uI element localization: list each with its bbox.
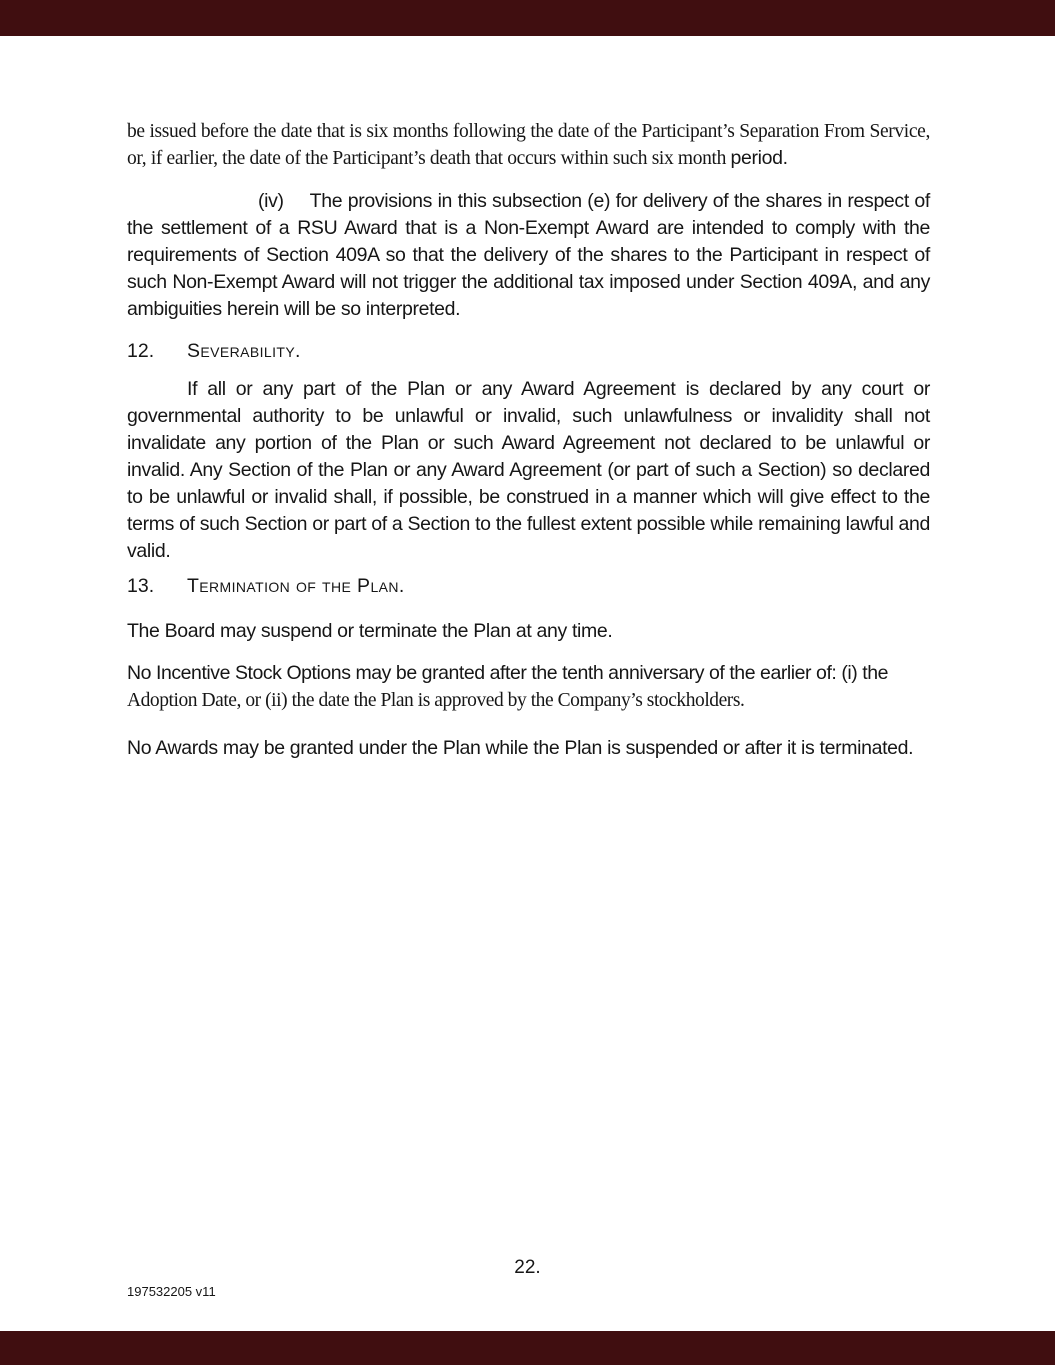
page-number: 22. <box>514 1257 541 1278</box>
section-12-number: 12. <box>127 340 155 362</box>
section-13-heading <box>127 573 930 600</box>
paragraph-continuation-sans-text: period. <box>730 147 788 169</box>
paragraph-continuation <box>127 118 930 172</box>
document-control-number: 197532205 v11 <box>127 1284 216 1299</box>
incentive-stock-options-sans-text: No Incentive Stock Options may be granted after the tenth anniversary of the earlier of: (i) the <box>127 662 889 684</box>
paragraph-board-suspend <box>127 618 930 645</box>
document-page-text <box>127 0 930 762</box>
no-awards-text: No Awards may be granted under the Plan while the Plan is suspended or after it is terminated. <box>127 737 914 759</box>
paragraph-subsection-iv <box>127 188 930 323</box>
subsection-iv-marker: (iv) <box>258 190 284 212</box>
incentive-stock-options-serif-text: Adoption Date, or (ii) the date the Plan is approved by the Company’s stockholders. <box>127 690 745 711</box>
paragraph-no-awards <box>127 735 930 762</box>
board-suspend-text: The Board may suspend or terminate the Plan at any time. <box>127 620 613 642</box>
paragraph-continuation-serif-text: be issued before the date that is six months following the date of the Participant’s Separation From Service, or, if earlier, the date of the Participant’s death that occurs within such six month <box>127 121 930 169</box>
section-12-title: Severability. <box>187 340 301 362</box>
bottom-scan-border <box>0 1331 1055 1365</box>
paragraph-incentive-stock-options <box>127 660 930 714</box>
severability-body-text: If all or any part of the Plan or any Award Agreement is declared by any court or governmental authority to be unlawful or invalid, such unlawfulness or invalidity shall not invalidate any portion of the Plan or such Award Agreement not declared to be unlawful or invalid. Any Section of the Plan or any Award Agreement (or part of such a Section) so declared to be unlawful or invalid shall, if possible, be construed in a manner which will give effect to the terms of such Section or part of a Section to the fullest extent possible while remaining lawful and valid. <box>127 378 930 562</box>
subsection-iv-text: The provisions in this subsection (e) for delivery of the shares in respect of the settlement of a RSU Award that is a Non-Exempt Award are intended to comply with the requirements of Section 409A so that the delivery of the shares to the Participant in respect of such Non-Exempt Award will not trigger the additional tax imposed under Section 409A, and any ambiguities herein will be so interpreted. <box>127 190 930 320</box>
section-12-heading <box>127 338 930 365</box>
section-13-number: 13. <box>127 575 155 597</box>
paragraph-severability-body <box>127 376 930 565</box>
section-13-title: Termination of the Plan. <box>187 575 405 597</box>
